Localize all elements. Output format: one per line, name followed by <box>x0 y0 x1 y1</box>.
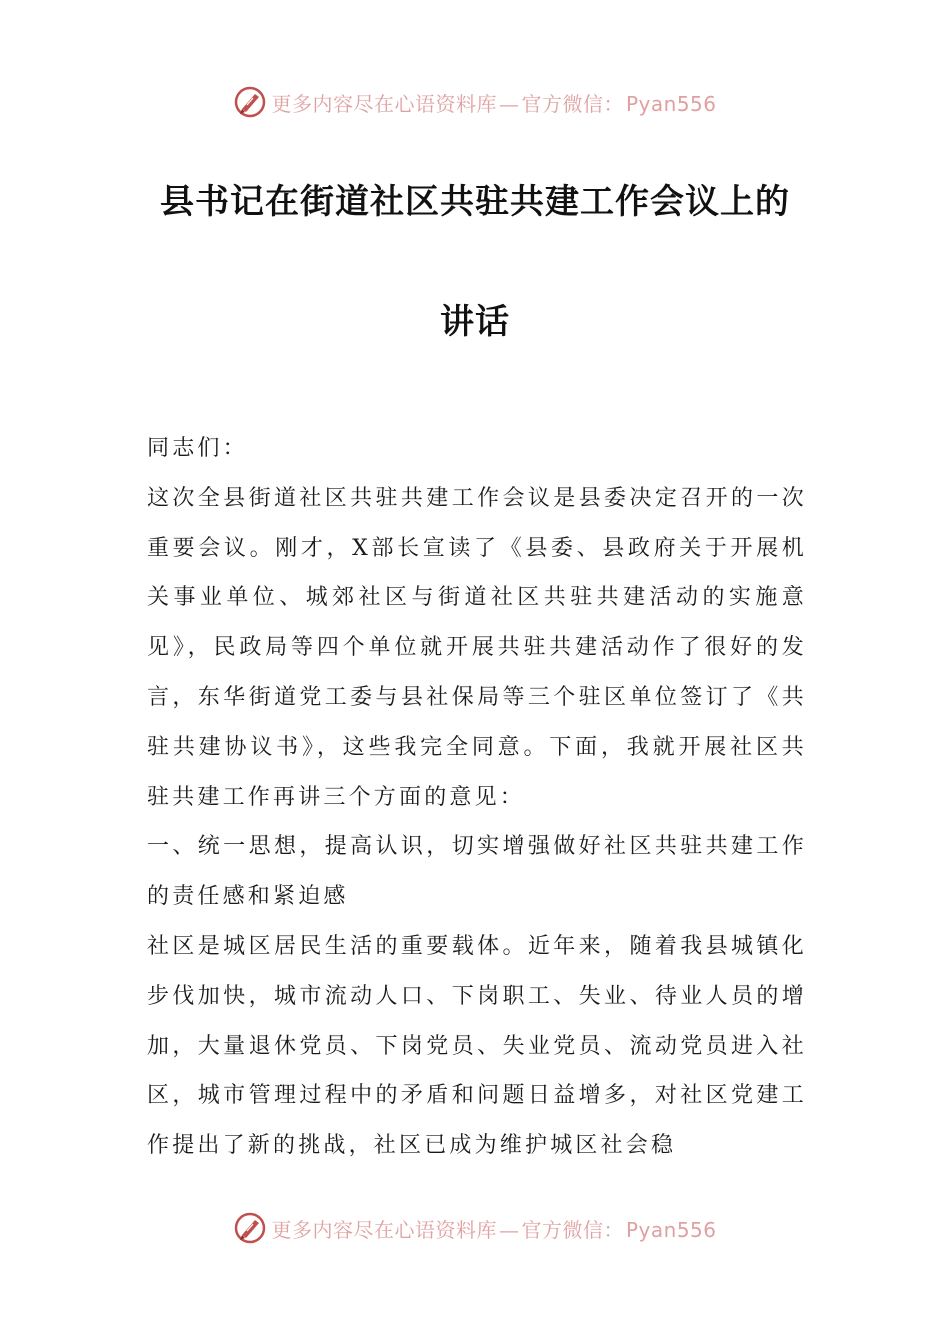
watermark-wechat-label: 官方微信： <box>521 91 624 116</box>
body-paragraph: 这次全县街道社区共驻共建工作会议是县委决定召开的一次重要会议。刚才，X部长宣读了《县委、县政府关于开展机关事业单位、城郊社区与街道社区共驻共建活动的实施意见》，民政局等四个单位就开展共驻共建活动作了很好的发言，东华街道党工委与县社保局等三个驻区单位签订了《共驻共建协议书》，这些我完全同意。下面，我就开展社区共驻共建工作再讲三个方面的意见： <box>147 485 807 810</box>
footer-watermark <box>0 1208 950 1248</box>
watermark-site-name: 更多内容尽在心语资料库 <box>271 91 497 116</box>
salutation: 同志们： <box>147 436 248 461</box>
watermark-site-name: 更多内容尽在心语资料库 <box>271 1217 497 1242</box>
pen-logo-icon <box>233 85 267 119</box>
watermark-wechat-label: 官方微信： <box>521 1217 624 1242</box>
watermark-wechat-id: Pyan556 <box>625 91 717 116</box>
document-title-line-2: 讲话 <box>440 302 510 342</box>
watermark-text <box>271 88 716 117</box>
watermark-dash: — <box>498 1217 520 1242</box>
header-watermark <box>0 82 950 122</box>
document-body <box>147 424 807 1171</box>
pen-logo-icon <box>233 1211 267 1245</box>
section-heading: 一、统一思想，提高认识，切实增强做好社区共驻共建工作的责任感和紧迫感 <box>147 834 807 910</box>
body-paragraph: 社区是城区居民生活的重要载体。近年来，随着我县城镇化步伐加快，城市流动人口、下岗职工、失业、待业人员的增加，大量退休党员、下岗党员、失业党员、流动党员进入社区，城市管理过程中的矛盾和问题日益增多，对社区党建工作提出了新的挑战，社区已成为维护城区社会稳 <box>147 933 807 1159</box>
watermark-text <box>271 1214 716 1243</box>
watermark-wechat-id: Pyan556 <box>625 1217 717 1242</box>
document-title-line-1: 县书记在街道社区共驻共建工作会议上的 <box>160 182 790 222</box>
watermark-dash: — <box>498 91 520 116</box>
